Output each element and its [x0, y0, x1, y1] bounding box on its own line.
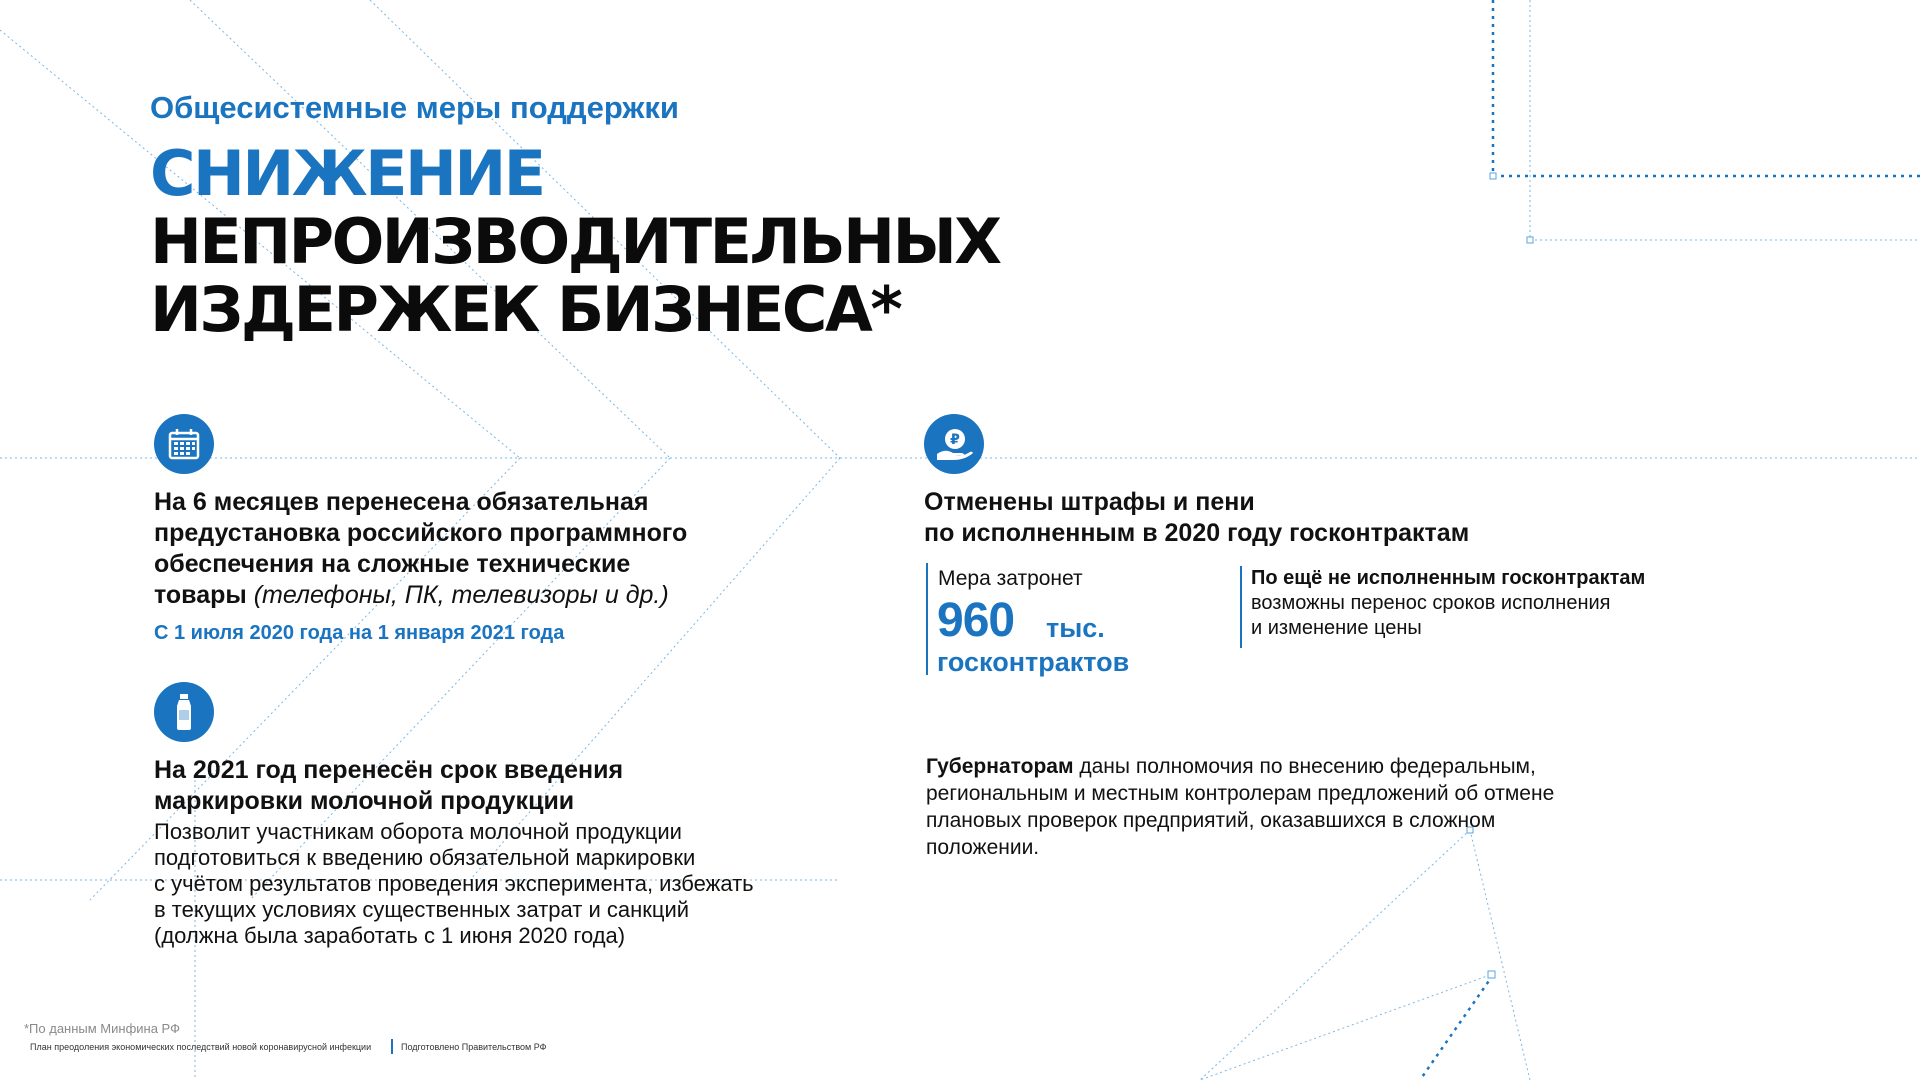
- software-title: [154, 487, 687, 611]
- page-subtitle: Общесистемные меры поддержки: [150, 90, 679, 125]
- fines-title: [924, 487, 1469, 549]
- title-line-3: ИЗДЕРЖЕК БИЗНЕСА*: [150, 273, 901, 346]
- fines-title-line: Отменены штрафы и пени: [924, 488, 1255, 516]
- footer-prepared: Подготовлено Правительством РФ: [401, 1042, 547, 1052]
- dairy-title-line: маркировки молочной продукции: [154, 787, 575, 815]
- software-title-line: На 6 месяцев перенесена обязательная: [154, 488, 649, 516]
- svg-text:₽: ₽: [950, 432, 960, 448]
- pending-line: и изменение цены: [1251, 617, 1422, 639]
- software-title-line: [154, 580, 687, 611]
- stat-value: 960: [937, 594, 1015, 647]
- dairy-body-line: Позволит участникам оборота молочной продукции: [154, 819, 682, 844]
- stat-box: [926, 563, 1228, 675]
- software-title-line: обеспечения на сложные технические: [154, 550, 631, 578]
- dairy-title-line: На 2021 год перенесён срок введения: [154, 756, 624, 784]
- governors-paragraph: [926, 753, 1606, 861]
- governors-bold: Губернаторам: [926, 755, 1074, 778]
- stat-label: Мера затронет: [938, 567, 1083, 590]
- governors-text: даны полномочия по внесению федеральным, региональным и местным контролерам предложений об отмене плановых проверок предприятий, оказавшихся в сложном положении.: [926, 755, 1555, 859]
- title-line-2: НЕПРОИЗВОДИТЕЛЬНЫХ: [150, 205, 1000, 278]
- fines-title-line: по исполненным в 2020 году госконтрактам: [924, 519, 1470, 547]
- dairy-body-line: в текущих условиях существенных затрат и санкций: [154, 897, 690, 922]
- stat-unit-contracts: госконтрактов: [937, 647, 1130, 677]
- ruble-hand-icon: [924, 414, 984, 474]
- dairy-title: [154, 755, 623, 817]
- footer-separator: [391, 1039, 393, 1054]
- software-dates: С 1 июля 2020 года на 1 января 2021 года: [154, 622, 565, 644]
- pending-heading: По ещё не исполненным госконтрактам: [1251, 567, 1646, 589]
- milk-bottle-icon: [154, 682, 214, 742]
- stat-unit: тыс.: [1046, 613, 1105, 643]
- software-title-line: предустановка российского программного: [154, 519, 688, 547]
- page-title: [150, 137, 1000, 346]
- pending-contracts: [1240, 566, 1645, 648]
- calendar-icon: [154, 414, 214, 474]
- dairy-body: [154, 819, 754, 949]
- software-title-italic: (телефоны, ПК, телевизоры и др.): [253, 581, 669, 609]
- title-line-1: СНИЖЕНИЕ: [150, 137, 544, 210]
- footer-plan: План преодоления экономических последствий новой коронавирусной инфекции: [30, 1042, 372, 1052]
- source-note: *По данным Минфина РФ: [24, 1021, 180, 1036]
- dairy-body-line: с учётом результатов проведения эксперимента, избежать: [154, 871, 754, 896]
- pending-line: возможны перенос сроков исполнения: [1251, 592, 1611, 614]
- dairy-body-line: (должна была заработать с 1 июня 2020 года): [154, 923, 626, 948]
- software-title-bold: товары: [154, 581, 247, 609]
- dairy-body-line: подготовиться к введению обязательной маркировки: [154, 845, 696, 870]
